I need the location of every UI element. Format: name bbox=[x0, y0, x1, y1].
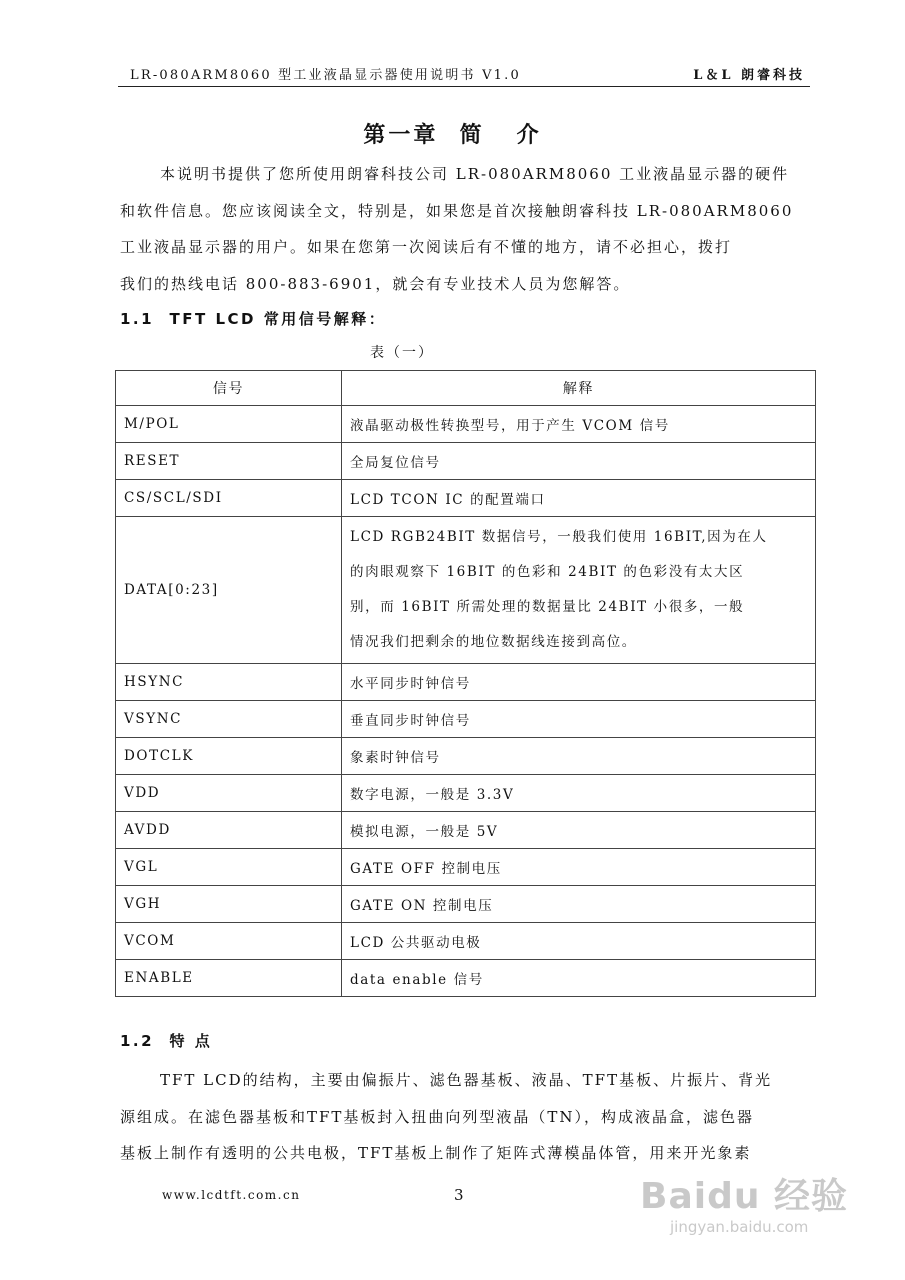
signal-name: VCOM bbox=[116, 923, 342, 960]
section-1-1-heading: 1.1 TFT LCD 常用信号解释： bbox=[120, 310, 387, 328]
signal-description bbox=[342, 517, 816, 664]
intro-line: 和软件信息。您应该阅读全文，特别是，如果您是首次接触朗睿科技 LR-080ARM8060 bbox=[120, 201, 794, 220]
table-row bbox=[116, 738, 816, 775]
footer-url: www.lcdtft.com.cn bbox=[162, 1188, 301, 1202]
baidu-watermark bbox=[640, 1168, 870, 1248]
signal-name: M/POL bbox=[116, 406, 342, 443]
features-paragraph bbox=[120, 1062, 810, 1172]
signal-description: 全局复位信号 bbox=[342, 443, 816, 480]
signal-name: AVDD bbox=[116, 812, 342, 849]
intro-line: 本说明书提供了您所使用朗睿科技公司 LR-080ARM8060 工业液晶显示器的硬件 bbox=[160, 165, 790, 183]
table-row bbox=[116, 886, 816, 923]
signal-name: HSYNC bbox=[116, 664, 342, 701]
table-row bbox=[116, 517, 816, 664]
signal-description: data enable 信号 bbox=[342, 960, 816, 997]
intro-line: 我们的热线电话 800-883-6901，就会有专业技术人员为您解答。 bbox=[120, 274, 631, 293]
signal-description: 液晶驱动极性转换型号，用于产生 VCOM 信号 bbox=[342, 406, 816, 443]
chapter-title: 第一章 简 介 bbox=[363, 123, 542, 148]
signal-description: 象素时钟信号 bbox=[342, 738, 816, 775]
table-caption: 表（一） bbox=[370, 345, 434, 361]
table-row bbox=[116, 812, 816, 849]
signal-description: LCD TCON IC 的配置端口 bbox=[342, 480, 816, 517]
table-row bbox=[116, 775, 816, 812]
column-header-signal: 信号 bbox=[116, 371, 342, 406]
features-line: TFT LCD的结构，主要由偏振片、滤色器基板、液晶、TFT基板、片振片、背光 bbox=[160, 1071, 773, 1089]
table-row bbox=[116, 443, 816, 480]
table-row bbox=[116, 664, 816, 701]
signal-description: LCD 公共驱动电极 bbox=[342, 923, 816, 960]
signal-name: CS/SCL/SDI bbox=[116, 480, 342, 517]
table-row bbox=[116, 701, 816, 738]
signal-name: VGL bbox=[116, 849, 342, 886]
watermark-brand: Baidu 经验 bbox=[640, 1176, 849, 1217]
signal-description: 垂直同步时钟信号 bbox=[342, 701, 816, 738]
signal-name: VGH bbox=[116, 886, 342, 923]
table-row bbox=[116, 849, 816, 886]
signal-description: 模拟电源，一般是 5V bbox=[342, 812, 816, 849]
features-line: 源组成。在滤色器基板和TFT基板封入扭曲向列型液晶（TN），构成液晶盒，滤色器 bbox=[120, 1107, 755, 1126]
page-number: 3 bbox=[454, 1186, 464, 1204]
table-row bbox=[116, 960, 816, 997]
signal-name: RESET bbox=[116, 443, 342, 480]
intro-line: 工业液晶显示器的用户。如果在您第一次阅读后有不懂的地方，请不必担心，拨打 bbox=[120, 238, 733, 256]
description-line: 情况我们把剩余的地位数据线连接到高位。 bbox=[350, 634, 637, 650]
header-rule bbox=[118, 86, 810, 87]
section-1-2-heading: 1.2 特 点 bbox=[120, 1032, 213, 1050]
signal-table bbox=[115, 370, 816, 997]
description-line: 的肉眼观察下 16BIT 的色彩和 24BIT 的色彩没有太大区 bbox=[350, 564, 745, 580]
signal-name: DOTCLK bbox=[116, 738, 342, 775]
signal-name: VSYNC bbox=[116, 701, 342, 738]
signal-name: DATA[0:23] bbox=[116, 517, 342, 664]
table-row bbox=[116, 480, 816, 517]
features-line: 基板上制作有透明的公共电极，TFT基板上制作了矩阵式薄模晶体管，用来开光象素 bbox=[120, 1144, 752, 1162]
table-row bbox=[116, 923, 816, 960]
signal-description: 水平同步时钟信号 bbox=[342, 664, 816, 701]
watermark-url: jingyan.baidu.com bbox=[670, 1218, 809, 1236]
description-line: LCD RGB24BIT 数据信号，一般我们使用 16BIT,因为在人 bbox=[350, 529, 768, 545]
signal-description: GATE ON 控制电压 bbox=[342, 886, 816, 923]
signal-description: 数字电源，一般是 3.3V bbox=[342, 775, 816, 812]
table-header-row bbox=[116, 371, 816, 406]
signal-name: ENABLE bbox=[116, 960, 342, 997]
table-row bbox=[116, 406, 816, 443]
signal-description: GATE OFF 控制电压 bbox=[342, 849, 816, 886]
column-header-description: 解释 bbox=[342, 371, 816, 406]
intro-paragraph bbox=[120, 156, 810, 302]
description-line: 别，而 16BIT 所需处理的数据量比 24BIT 小很多，一般 bbox=[350, 599, 745, 615]
header-company: L＆L 朗睿科技 bbox=[693, 68, 805, 83]
header-title: LR-080ARM8060 型工业液晶显示器使用说明书 V1.0 bbox=[130, 68, 521, 83]
signal-name: VDD bbox=[116, 775, 342, 812]
